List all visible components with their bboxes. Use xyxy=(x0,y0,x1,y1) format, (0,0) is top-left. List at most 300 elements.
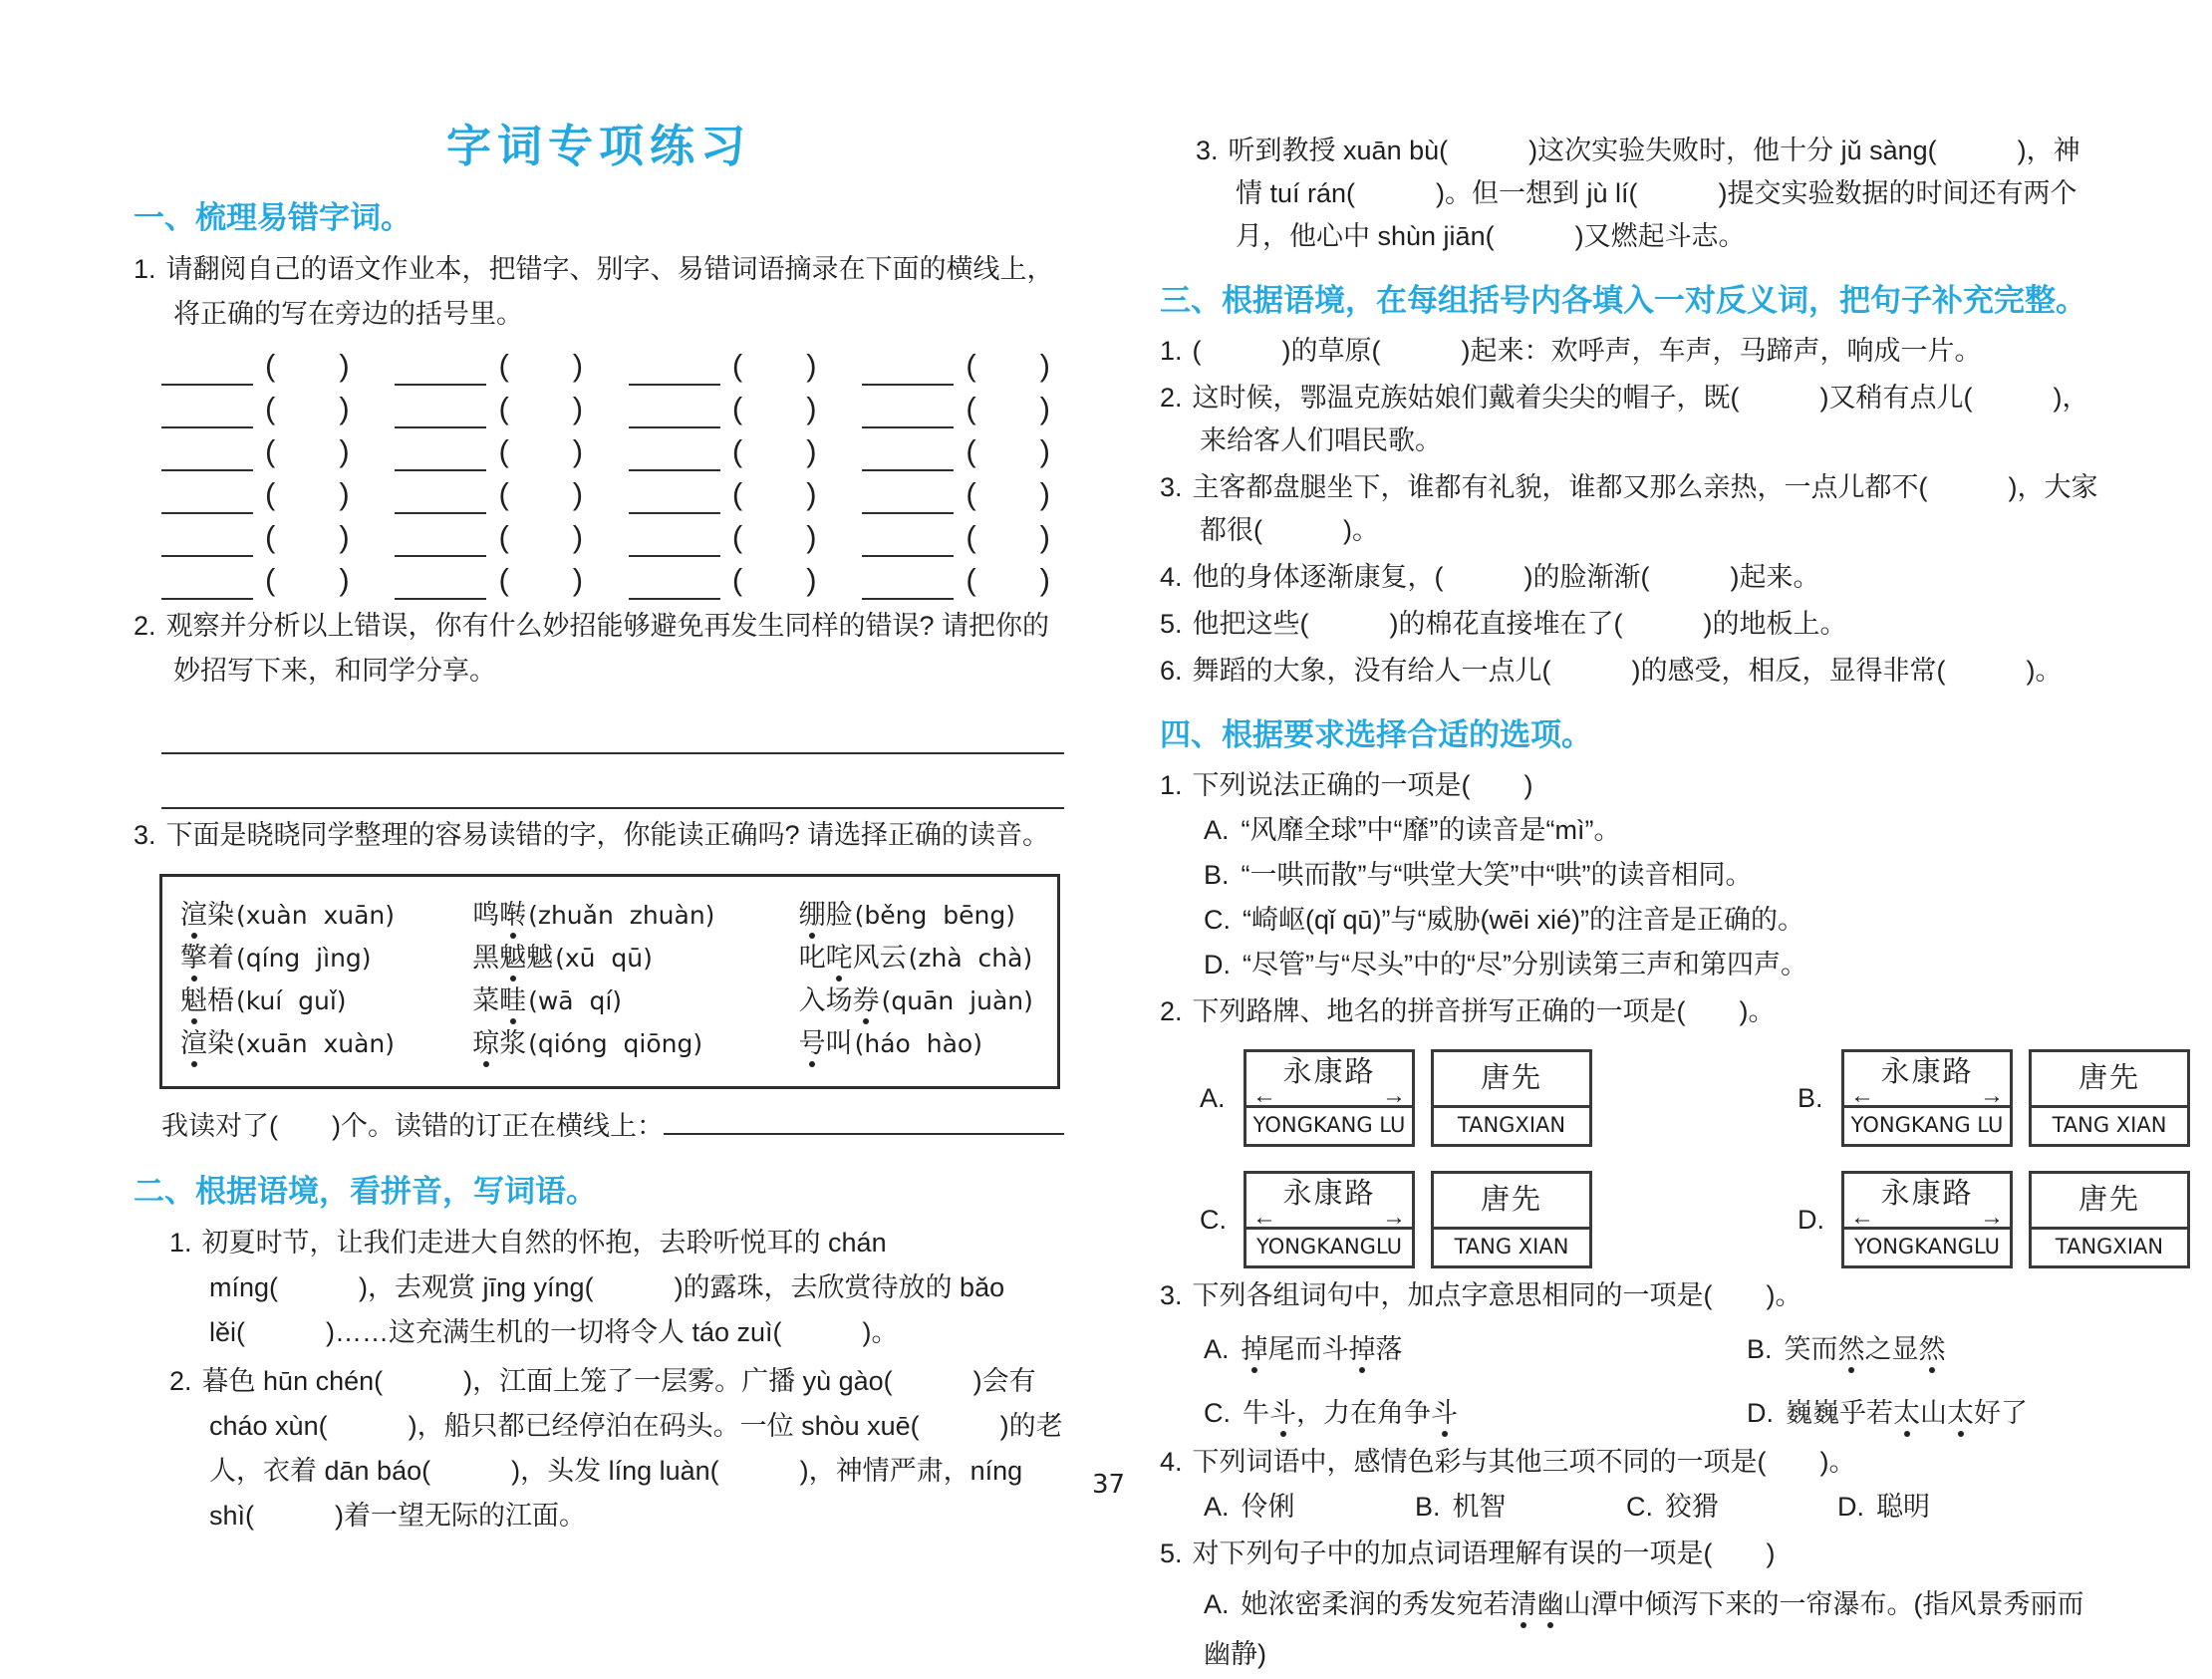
road-sign xyxy=(1841,1049,2013,1147)
char: ， xyxy=(1296,1398,1323,1428)
paren-blank: ( ) xyxy=(731,348,817,383)
write-blank xyxy=(629,570,720,600)
road-name-pinyin: YONGKANG LU xyxy=(1252,1113,1406,1137)
paren-blank: ( ) xyxy=(265,391,350,425)
char: 鸣 xyxy=(472,900,500,930)
char: 若 xyxy=(1483,1589,1511,1619)
char: 浆 xyxy=(499,1028,527,1058)
pinyin-choices: (qióng qiōng) xyxy=(528,1029,703,1058)
direction-arrows xyxy=(1252,1082,1406,1109)
char: 太 xyxy=(1947,1398,1974,1428)
char: 脸 xyxy=(825,900,853,930)
char: 染 xyxy=(207,900,234,930)
item-text: 暮色 hūn chén( )，江面上笼了一层雾。广播 yù gào( )会有 cháo xùn( )，船只都已经停泊在码头。一位 shòu xuē( )的老人，衣着 dān báo( )，头发 líng luàn( )，神情严肃，níng shì( )着一望无际的江面。 xyxy=(201,1366,1063,1531)
blank-group xyxy=(395,389,583,428)
exercise-item xyxy=(1160,377,2102,462)
char: 山 xyxy=(1563,1589,1591,1619)
blank-group xyxy=(395,346,583,386)
blank-group xyxy=(395,517,583,557)
char: 角 xyxy=(1377,1398,1404,1428)
s2-item2 xyxy=(169,1359,1064,1539)
char: 叱 xyxy=(798,943,826,973)
write-blank xyxy=(629,399,720,428)
char: 瀑 xyxy=(1832,1589,1860,1619)
reading-box-row xyxy=(180,979,1039,1021)
char: 而 xyxy=(1294,1334,1322,1364)
char: 斗 xyxy=(1431,1398,1458,1428)
s3-items xyxy=(1160,330,2102,693)
choice-label: C. xyxy=(1204,1398,1231,1428)
char: 绷 xyxy=(798,900,826,930)
pinyin-choices: (zhuǎn zhuàn) xyxy=(528,901,715,930)
char: 显 xyxy=(1891,1334,1919,1364)
char: 来 xyxy=(1725,1589,1753,1619)
q4-stem xyxy=(1160,1441,2102,1484)
place-name-pinyin: TANG XIAN xyxy=(1454,1235,1569,1259)
paren-blank: ( ) xyxy=(498,348,584,383)
paren-blank: ( ) xyxy=(966,476,1050,511)
write-blank xyxy=(862,441,954,471)
s1-item1 xyxy=(134,247,1064,337)
tally-label: 我读对了( )个。读错的订正在横线上： xyxy=(161,1111,664,1141)
char: 擎 xyxy=(180,943,207,973)
item-number: 2. xyxy=(1160,383,1183,413)
reading-entry xyxy=(799,893,1039,938)
item-number: 3. xyxy=(1160,1280,1183,1310)
road-sign xyxy=(1244,1049,1415,1147)
blank-group xyxy=(161,474,350,514)
road-sign-top xyxy=(1246,1174,1412,1230)
q4-options xyxy=(1160,1486,2102,1529)
char: 券 xyxy=(852,985,880,1015)
char: 秀 xyxy=(2003,1589,2031,1619)
write-blank xyxy=(862,399,954,428)
paren-blank: ( ) xyxy=(731,433,817,468)
road-name-pinyin: YONGKANG LU xyxy=(1850,1113,2004,1137)
paren-blank: ( ) xyxy=(731,476,817,511)
choice-option xyxy=(1204,809,2102,852)
choice-text: 伶俐 xyxy=(1241,1492,1295,1522)
paren-blank: ( ) xyxy=(265,519,350,554)
char: ) xyxy=(1257,1639,1266,1669)
choice-label: B. xyxy=(1204,860,1230,890)
direction-arrows xyxy=(1850,1204,2004,1231)
item-number: 1. xyxy=(1160,770,1183,800)
item-text: 下列词语中，感情色彩与其他三项不同的一项是( )。 xyxy=(1192,1447,1856,1477)
section2-header: 二、根据语境，看拼音，写词语。 xyxy=(134,1174,597,1209)
char: 风 xyxy=(1949,1589,1977,1619)
exercise-item xyxy=(1160,650,2102,693)
choice-label: D. xyxy=(1797,1204,1824,1235)
paren-blank: ( ) xyxy=(498,562,584,597)
char: 巍 xyxy=(1786,1398,1812,1428)
char: 好 xyxy=(1974,1398,2001,1428)
char: 静 xyxy=(1231,1639,1257,1669)
q2-signs xyxy=(1200,1049,2167,1268)
char: 魆 xyxy=(526,943,554,973)
dotted-word xyxy=(1243,1389,1404,1437)
pinyin-choices: (kuí guǐ) xyxy=(236,986,347,1015)
blank-group xyxy=(862,431,1050,471)
write-blank xyxy=(629,527,720,557)
reading-entry xyxy=(180,893,472,938)
place-sign-top xyxy=(1434,1052,1589,1108)
item-number: 2. xyxy=(1160,996,1183,1026)
item-number: 3. xyxy=(134,820,156,850)
dotted-word xyxy=(1786,1389,1947,1437)
choice-text: 狡猾 xyxy=(1665,1492,1719,1522)
dotted-word xyxy=(1242,1325,1349,1373)
blank-row xyxy=(134,343,1064,386)
char: 潭 xyxy=(1590,1589,1618,1619)
char: 斗 xyxy=(1269,1398,1296,1428)
item-number: 3. xyxy=(1160,472,1183,502)
item-text: 他把这些( )的棉花直接堆在了( )的地板上。 xyxy=(1192,609,1847,639)
right-arrow-icon: → xyxy=(1980,1204,2004,1231)
left-arrow-icon: ← xyxy=(1252,1204,1276,1231)
sign-option xyxy=(1797,1049,2190,1147)
char: 发 xyxy=(1429,1589,1457,1619)
choice-option xyxy=(1204,854,2102,897)
choice-label: C. xyxy=(1204,905,1231,935)
char: 渲 xyxy=(180,900,207,930)
paren-blank: ( ) xyxy=(966,519,1050,554)
paren-blank: ( ) xyxy=(731,391,817,425)
right-column xyxy=(1160,0,2167,1679)
answer-lines xyxy=(134,700,1064,809)
item-text: 观察并分析以上错误，你有什么妙招能够避免再发生同样的错误? 请把你的妙招写下来，和同学分享。 xyxy=(165,611,1050,686)
choice-option xyxy=(1204,1486,1415,1529)
dotted-word xyxy=(1404,1389,1458,1437)
choice-text: “崎岖(qǐ qū)”与“威胁(wēi xié)”的注音是正确的。 xyxy=(1243,905,1805,935)
choice-label: B. xyxy=(1747,1334,1773,1364)
char: 而 xyxy=(2057,1589,2084,1619)
dotted-word xyxy=(799,979,880,1023)
write-blank xyxy=(862,484,954,514)
choice-label: C. xyxy=(1200,1204,1227,1235)
item-number: 3. xyxy=(1196,136,1219,165)
char: 场 xyxy=(825,985,853,1015)
paren-blank: ( ) xyxy=(966,562,1050,597)
item-text: 他的身体逐渐康复，( )的脸渐渐( )起来。 xyxy=(1192,562,1820,592)
char: 密 xyxy=(1294,1589,1322,1619)
char: 帘 xyxy=(1805,1589,1833,1619)
paren-blank: ( ) xyxy=(265,348,350,383)
item-text: ( )的草原( )起来：欢呼声，车声，马蹄声，响成一片。 xyxy=(1192,336,1982,366)
item-text: 下列路牌、地名的拼音拼写正确的一项是( )。 xyxy=(1192,996,1776,1026)
exercise-item xyxy=(1160,603,2102,646)
char: 而 xyxy=(1810,1334,1838,1364)
place-sign-top xyxy=(1434,1174,1589,1230)
pinyin-choices: (xuàn xuān) xyxy=(236,901,396,930)
right-arrow-icon: → xyxy=(1382,1204,1406,1231)
write-blank xyxy=(862,356,954,386)
char: 力 xyxy=(1323,1398,1350,1428)
blank-group xyxy=(629,517,817,557)
choice-option xyxy=(1837,1486,2049,1529)
write-blank xyxy=(862,527,954,557)
item-number: 5. xyxy=(1160,1539,1183,1568)
road-name-cn: 永康路 xyxy=(1282,1178,1376,1210)
char: 魆 xyxy=(499,943,527,973)
choice-label: D. xyxy=(1837,1492,1864,1522)
paren-blank: ( ) xyxy=(265,433,350,468)
answer-line xyxy=(161,754,1064,809)
road-sign xyxy=(1244,1171,1415,1268)
choice-text: “尽管”与“尽头”中的“尽”分别读第三声和第四声。 xyxy=(1243,950,1807,979)
write-blank xyxy=(395,570,486,600)
dotted-word xyxy=(472,893,526,938)
char: 染 xyxy=(207,1028,234,1058)
road-name-cn: 永康路 xyxy=(1880,1178,1974,1210)
s2-item3 xyxy=(1196,130,2102,258)
char: 宛 xyxy=(1456,1589,1484,1619)
char: 然 xyxy=(1918,1334,1946,1364)
char: 叫 xyxy=(825,1028,853,1058)
char: 掉 xyxy=(1348,1334,1376,1364)
char: 。 xyxy=(1886,1589,1914,1619)
write-blank xyxy=(395,484,486,514)
right-arrow-icon: → xyxy=(1980,1082,2004,1109)
char: 在 xyxy=(1350,1398,1377,1428)
char: 啭 xyxy=(499,900,527,930)
choice-option xyxy=(1204,944,2102,986)
place-name-cn: 唐先 xyxy=(1480,1184,1542,1216)
q1-stem xyxy=(1160,764,2102,807)
write-blank xyxy=(629,484,720,514)
char: 下 xyxy=(1698,1589,1726,1619)
blank-group xyxy=(629,389,817,428)
item-number: 1. xyxy=(1160,336,1183,366)
place-name-pinyin: TANG XIAN xyxy=(2052,1113,2167,1137)
blank-group xyxy=(862,517,1050,557)
reading-entry xyxy=(799,936,1039,980)
item-number: 1. xyxy=(134,254,156,284)
reading-box-row xyxy=(180,936,1039,979)
item-text: 听到教授 xuān bù( )这次实验失败时，他十分 jǔ sàng( )，神情 tuí rán( )。但一想到 jù lí( )提交实验数据的时间还有两个月，他心中 shùn jiān( )又燃起斗志。 xyxy=(1228,136,2080,251)
road-sign xyxy=(1841,1171,2013,1268)
correction-blank xyxy=(664,1097,1064,1135)
paren-blank: ( ) xyxy=(498,476,584,511)
s2-item1 xyxy=(169,1221,1064,1355)
write-blank xyxy=(161,441,253,471)
write-blank xyxy=(161,399,253,428)
item-text: 请翻阅自己的语文作业本，把错字、别字、易错词语摘录在下面的横线上，将正确的写在旁边的括号里。 xyxy=(165,254,1054,329)
paren-blank: ( ) xyxy=(498,391,584,425)
blank-row xyxy=(134,514,1064,557)
char: 若 xyxy=(1866,1398,1893,1428)
char: 柔 xyxy=(1321,1589,1349,1619)
place-sign-top xyxy=(2032,1052,2187,1108)
write-blank xyxy=(161,570,253,600)
place-sign xyxy=(1431,1171,1592,1268)
choice-label: D. xyxy=(1747,1398,1774,1428)
char: 云 xyxy=(879,943,907,973)
choice-option xyxy=(1204,1325,1747,1373)
char: 掉 xyxy=(1241,1334,1268,1364)
pinyin-choices: (quān juàn) xyxy=(881,986,1033,1015)
char: ( xyxy=(1913,1589,1923,1619)
choice-text: 机智 xyxy=(1452,1492,1507,1522)
char: 倾 xyxy=(1644,1589,1672,1619)
road-name-cn: 永康路 xyxy=(1880,1056,1974,1088)
section1-header: 一、梳理易错字词。 xyxy=(134,200,412,235)
dotted-word xyxy=(1947,1389,2028,1437)
write-blank xyxy=(395,356,486,386)
char: 斗 xyxy=(1321,1334,1349,1364)
choice-label: B. xyxy=(1415,1492,1441,1522)
item-number: 4. xyxy=(1160,562,1183,592)
place-sign xyxy=(1431,1049,1592,1147)
reading-entry xyxy=(799,1021,1039,1066)
pinyin-choices: (xuān xuàn) xyxy=(236,1029,396,1058)
pinyin-choices: (xū qū) xyxy=(555,944,653,973)
blank-row xyxy=(134,428,1064,471)
char: 太 xyxy=(1893,1398,1920,1428)
char: 风 xyxy=(852,943,880,973)
char: 丽 xyxy=(2030,1589,2058,1619)
pinyin-choices: (zhà chà) xyxy=(908,944,1033,973)
dotted-word xyxy=(1349,1325,1403,1373)
blank-row xyxy=(134,386,1064,428)
char: 黑 xyxy=(472,943,500,973)
direction-arrows xyxy=(1850,1082,2004,1109)
choice-label: B. xyxy=(1797,1082,1823,1113)
dotted-word xyxy=(799,936,907,980)
write-blank xyxy=(395,441,486,471)
choice-label: A. xyxy=(1204,1492,1230,1522)
item-text: 主客都盘腿坐下，谁都有礼貌，谁都又那么亲热，一点儿都不( )，大家都很( )。 xyxy=(1192,472,2098,545)
dotted-word xyxy=(180,1021,234,1066)
road-name-pinyin: YONGKANGLU xyxy=(1854,1235,2000,1259)
place-name-cn: 唐先 xyxy=(2077,1184,2140,1216)
char: 幽 xyxy=(1204,1639,1231,1669)
char: 幽 xyxy=(1536,1589,1564,1619)
item-number: 5. xyxy=(1160,609,1183,639)
write-blank xyxy=(862,570,954,600)
choice-text: 聪明 xyxy=(1876,1492,1930,1522)
choice-label: A. xyxy=(1204,1589,1230,1619)
reading-entry xyxy=(180,1021,472,1066)
left-column xyxy=(134,0,1064,1539)
right-arrow-icon: → xyxy=(1382,1082,1406,1109)
reading-entry xyxy=(472,936,799,980)
dotted-word xyxy=(180,936,234,980)
char: 指 xyxy=(1922,1589,1950,1619)
reading-entry xyxy=(180,936,472,980)
paren-blank: ( ) xyxy=(498,519,584,554)
write-blank xyxy=(161,356,253,386)
dotted-word xyxy=(180,979,234,1023)
blank-group xyxy=(862,474,1050,514)
char: 入 xyxy=(798,985,826,1015)
sign-option xyxy=(1200,1171,1797,1268)
road-sign-top xyxy=(1844,1052,2010,1108)
item-text: 下面是晓晓同学整理的容易读错的字，你能读正确吗? 请选择正确的读音。 xyxy=(165,820,1050,850)
char: 渲 xyxy=(180,1028,207,1058)
choice-label: A. xyxy=(1204,1334,1230,1364)
section4-header: 四、根据要求选择合适的选项。 xyxy=(1160,717,1592,752)
blank-group xyxy=(161,517,350,557)
item-number: 2. xyxy=(134,611,156,641)
sign-option xyxy=(1200,1049,1797,1147)
left-arrow-icon: ← xyxy=(1850,1082,1874,1109)
dotted-word xyxy=(180,893,234,938)
write-blank xyxy=(161,484,253,514)
answer-line xyxy=(161,700,1064,754)
char: 牛 xyxy=(1243,1398,1269,1428)
place-sign xyxy=(2029,1049,2190,1147)
char: 畦 xyxy=(499,985,527,1015)
char: 巍 xyxy=(1812,1398,1839,1428)
blank-group xyxy=(629,560,817,600)
choice-option xyxy=(1204,899,2102,942)
q3-options xyxy=(1160,1325,2102,1437)
choice-option xyxy=(1747,1325,2102,1373)
paren-blank: ( ) xyxy=(966,348,1050,383)
char: 的 xyxy=(1375,1589,1403,1619)
reading-entry xyxy=(799,979,1039,1023)
blank-group xyxy=(862,346,1050,386)
dotted-word xyxy=(472,979,526,1023)
blank-group xyxy=(629,346,817,386)
blank-group xyxy=(395,560,583,600)
char: 清 xyxy=(1510,1589,1537,1619)
char: 号 xyxy=(798,1028,826,1058)
item-text: 对下列句子中的加点词语理解有误的一项是( ) xyxy=(1192,1539,1776,1568)
place-sign xyxy=(2029,1171,2190,1268)
choice-label: A. xyxy=(1200,1082,1226,1113)
paren-blank: ( ) xyxy=(731,519,817,554)
char: 争 xyxy=(1404,1398,1431,1428)
char: 之 xyxy=(1864,1334,1892,1364)
reading-entry xyxy=(180,979,472,1023)
left-arrow-icon: ← xyxy=(1252,1082,1276,1109)
blank-group xyxy=(161,346,350,386)
blank-rows xyxy=(134,343,1064,600)
char: 山 xyxy=(1920,1398,1947,1428)
char: 乎 xyxy=(1839,1398,1866,1428)
blank-row xyxy=(134,557,1064,600)
item-number: 4. xyxy=(1160,1447,1183,1477)
blank-group xyxy=(161,389,350,428)
page-number: 37 xyxy=(1092,1470,1126,1500)
dotted-word xyxy=(1892,1325,1946,1373)
blank-group xyxy=(629,431,817,471)
char: 然 xyxy=(1837,1334,1865,1364)
paren-blank: ( ) xyxy=(265,476,350,511)
char: 秀 xyxy=(1402,1589,1430,1619)
blank-group xyxy=(862,560,1050,600)
item-number: 2. xyxy=(169,1366,192,1396)
place-name-pinyin: TANGXIAN xyxy=(2055,1235,2164,1259)
char: 她 xyxy=(1241,1589,1268,1619)
choice-label: C. xyxy=(1626,1492,1653,1522)
blank-group xyxy=(161,560,350,600)
char: 泻 xyxy=(1671,1589,1699,1619)
choice-option xyxy=(1626,1486,1837,1529)
char: 润 xyxy=(1348,1589,1376,1619)
road-name-pinyin: YONGKANGLU xyxy=(1256,1235,1402,1259)
s1-item2 xyxy=(134,604,1064,694)
choice-text: “风靡全球”中“靡”的读音是“mì”。 xyxy=(1241,815,1621,845)
page-title: 字词专项练习 xyxy=(445,121,751,171)
exercise-item xyxy=(1160,556,2102,599)
write-blank xyxy=(161,527,253,557)
q5-option xyxy=(1160,1579,2102,1679)
char: 咤 xyxy=(825,943,853,973)
pinyin-choices: (háo hào) xyxy=(854,1029,982,1058)
